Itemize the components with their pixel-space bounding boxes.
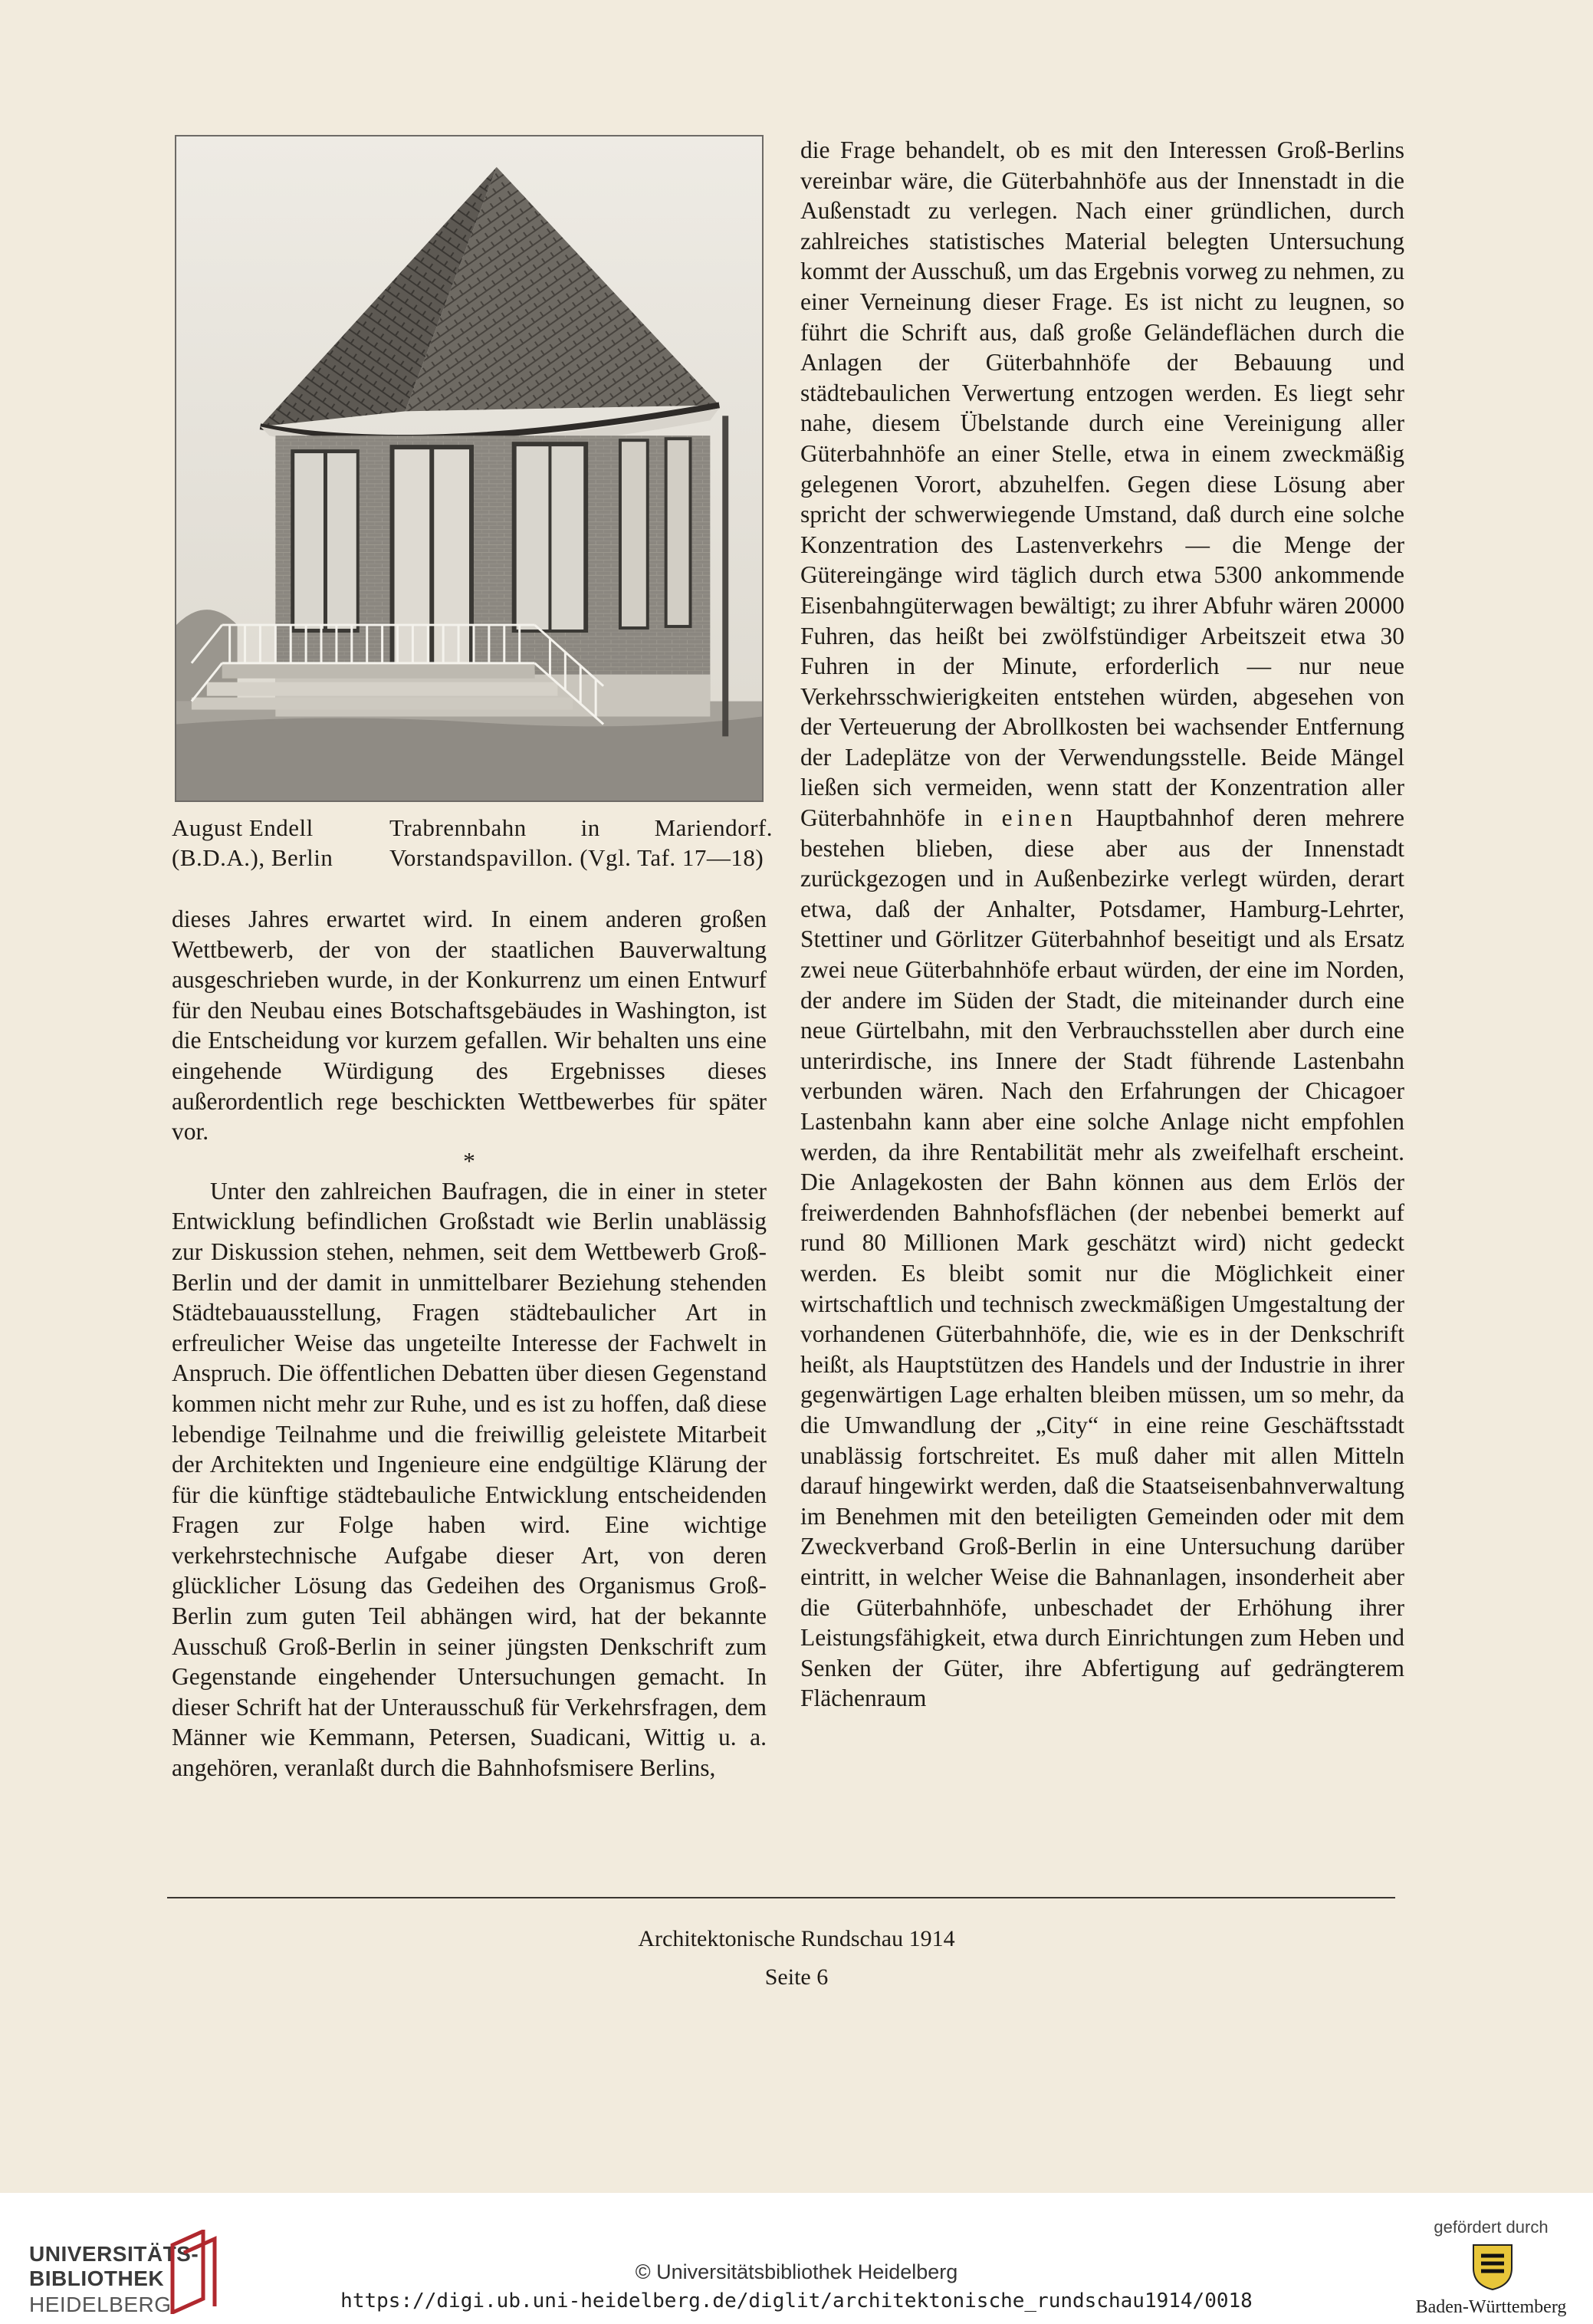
left-text-column [172,904,767,1783]
baden-wuerttemberg-crest-icon[interactable] [1466,2239,1519,2293]
pavilion-photo [175,135,764,802]
library-name-line: UNIVERSITÄTS- [29,2242,199,2266]
paragraph [800,135,1404,1714]
document-url-link[interactable]: https://digi.ub.uni-heidelberg.de/diglit/architektonische_rundschau1914/0018 [340,2289,1253,2312]
photo-credit: August Endell (B.D.A.), Berlin [172,814,333,871]
funder-name: Baden-Württemberg [1415,2297,1567,2317]
pavilion-illustration [176,136,762,800]
funding-label: gefördert durch [1434,2217,1549,2237]
paragraph-text: Hauptbahnhof deren mehrere bestehen blieben, diese aber aus der Innenstadt zurückgezogen und in Außenbezirke verlegt würden, derart etwa, daß der Anhalter, Potsdamer, Hamburg-Lehrter, Stettiner und Görlitzer Güterbahnhof beseitigt und als Ersatz zwei neue Güterbahnhöfe erbaut würden, der eine im Norden, der andere im Süden der Stadt, die miteinander durch eine neue Gürtelbahn, mit den Verbrauchsstellen aber durch eine unterirdische, ins Innere der Stadt führende Lastenbahn verbunden wären. Nach den Erfahrungen der Chicagoer Lastenbahn kann aber eine solche Anlage nicht empfohlen werden, da ihre Rentabilität mehr als zweifelhaft erscheint. Die Anlagekosten der Bahn können aus dem Erlös der freiwerdenden Bahnhofsflächen (der nebenbei bemerkt auf rund 80 Millionen Mark geschätzt wird) nicht gedeckt werden. Es bleibt somit nur die Möglichkeit einer wirtschaftlich und technisch zweckmäßigen Umgestaltung der vorhandenen Güterbahnhöfe, die, wie es in der Denkschrift heißt, als Hauptstützen des Handels und der Industrie in ihrer gegenwärtigen Lage erhalten bleiben müssen, um so mehr, da die Umwandlung der „City“ in eine reine Geschäftsstadt unablässig fortschreitet. Es muß daher mit allen Mitteln darauf hingewirkt werden, daß die Staatseisenbahnverwaltung im Benehmen mit den beteiligten Gemeinden oder mit dem Zweckverband Groß-Berlin in eine Untersuchung darüber eintritt, in welcher Weise die Bahnanlagen, insonderheit aber die Güterbahnhöfe, unbeschadet der Erhöhung ihrer Leistungsfähigkeit, etwa durch Einrichtungen zum Heben und Senken der Güter, ihre Abfertigung auf gedrängterem Flächenraum [800,804,1404,1712]
photo-caption: Trabrennbahn in Mariendorf. Vorstandspavillon. (Vgl. Taf. 17—18) [389,814,773,871]
emphasized-word: einen [1001,804,1077,832]
copyright-notice: © Universitätsbibliothek Heidelberg [635,2260,958,2283]
page-number: Seite 6 [764,1964,829,1990]
library-name-line: BIBLIOTHEK [29,2266,165,2290]
journal-title: Architektonische Rundschau 1914 [638,1926,955,1951]
library-name-line: HEIDELBERG [29,2293,172,2316]
paragraph: Unter den zahlreichen Baufragen, die in einer in steter Entwicklung befindlichen Großstadt wie Berlin unablässig zur Diskussion stehen, nehmen, seit dem Wettbewerb Groß-Berlin und der damit in unmittelbarer Beziehung stehenden Städtebauausstellung, Fragen städtebaulicher Art in erfreulicher Weise das ungeteilte Interesse der Fachwelt in Anspruch. Die öffentlichen Debatten über diesen Gegenstand kommen nicht mehr zur Ruhe, und es ist zu hoffen, daß diese lebendige Teilnahme und die freiwillig geleistete Mitarbeit der Architekten und Ingenieure eine endgültige Klärung der für die künftige städtebauliche Entwicklung entscheidenden Fragen zur Folge haben wird. Eine wichtige verkehrstechnische Aufgabe dieser Art, von deren glücklicher Lösung das Gedeihen des Organismus Groß-Berlin zum guten Teil abhängen wird, hat der bekannte Ausschuß Groß-Berlin in seiner jüngsten Denkschrift zum Gegenstande eingehender Untersuchungen gemacht. In dieser Schrift hat der Unterausschuß für Verkehrsfragen, dem Männer wie Kemmann, Petersen, Suadicani, Wittig u. a. angehören, veranlaßt durch die Bahnhofsmisere Berlins, [172,1177,767,1782]
right-text-column [800,135,1404,1714]
section-separator: * [463,1147,475,1175]
paragraph: dieses Jahres erwartet wird. In einem anderen großen Wettbewerb, der von der staatlichen Bauverwaltung ausgeschrieben wurde, in der Konkurrenz um einen Entwurf für den Neubau eines Botschaftsgebäudes in Washington, ist die Entscheidung vor kurzem gefallen. Wir behalten uns eine eingehende Würdigung des Ergebnisses dieses außerordentlich rege beschickten Wettbewerbes für später vor. [172,906,767,1146]
footer-rule [167,1897,1395,1898]
paragraph-text: die Frage behandelt, ob es mit den Interessen Groß-Berlins vereinbar wäre, die Güterbahnhöfe aus der Innenstadt in die Außenstadt zu verlegen. Nach einer gründlichen, durch zahlreiches statistisches Material belegten Untersuchung kommt der Ausschuß, um das Ergebnis vorweg zu nehmen, zu einer Verneinung dieser Frage. Es ist nicht zu leugnen, so führt die Schrift aus, daß große Geländeflächen durch die Anlagen der Güterbahnhöfe der Bebauung und städtebaulichen Verwertung entzogen werden. Es liegt sehr nahe, diesem Übelstande durch eine Vereinigung aller Güterbahnhöfe an einer Stelle, etwa in einem zweckmäßig gelegenen Vorort, abzuhelfen. Gegen diese Lösung aber spricht der schwerwiegende Umstand, daß durch eine solche Konzentration des Lastenverkehrs — die Menge der Gütereingänge wird täglich durch etwa 5300 ankommende Eisenbahngüterwagen bewältigt; zu ihrer Abfuhr wären 20000 Fuhren, das heißt bei zwölfstündiger Arbeitszeit etwa 30 Fuhren in der Minute, erforderlich — nur neue Verkehrsschwierigkeiten entstehen würden, abgesehen von der Verteuerung der Abrollkosten bei wachsender Entfernung der Ladeplätze von der Verwendungsstelle. Beide Mängel ließen sich vermeiden, wenn statt der Konzentration aller Güterbahnhöfe in [800,136,1404,832]
